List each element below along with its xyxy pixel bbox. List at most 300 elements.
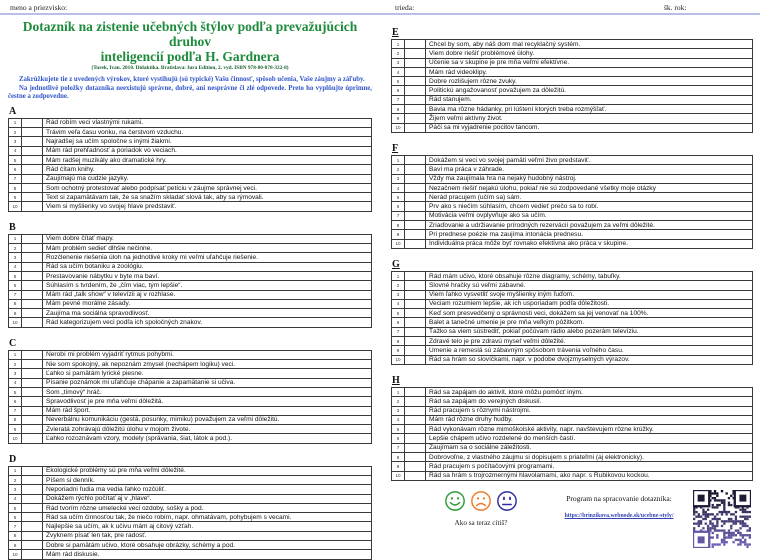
answer-cell[interactable] [22, 541, 43, 550]
row-number: 8 [392, 105, 405, 114]
table-row [9, 387, 372, 396]
answer-cell[interactable] [22, 406, 43, 415]
answer-cell[interactable] [405, 123, 426, 132]
statement-text: Bavia ma rôzne hádanky, pri lúštení ktorých treba rozmýšľať. [426, 105, 753, 114]
section-table [8, 350, 372, 444]
row-number: 5 [392, 425, 405, 434]
statement-text: Rád mám učivo, ktoré obsahuje rôzne diagramy, schémy, tabuľky. [426, 271, 753, 280]
table-row [392, 309, 753, 318]
school-year-label: šk. rok: [664, 3, 687, 12]
answer-cell[interactable] [405, 462, 426, 471]
answer-cell[interactable] [22, 193, 43, 202]
statement-text: Mám problém sedieť dlhšie nečinne. [43, 244, 372, 253]
answer-cell[interactable] [22, 397, 43, 406]
table-row [392, 86, 753, 95]
statement-text: Ekologické problémy sú pre mňa veľmi dôležité. [43, 466, 372, 475]
sad-smiley-icon [470, 490, 492, 512]
statement-text: Individuálna práca môže byť rovnako efektívna ako práca v skupine. [426, 239, 753, 248]
table-row [392, 49, 753, 58]
statement-text: Rád sa hrám so slovíčkami, napr. v podobe dvojzmyselných výrazov. [426, 355, 753, 364]
statement-text: Rád tvorím rôzne umelecké veci ozdoby, sošky a pod. [43, 503, 372, 512]
section-letter: D [9, 453, 17, 465]
answer-cell[interactable] [405, 40, 426, 49]
table-row [392, 271, 753, 280]
row-number: 2 [392, 281, 405, 290]
table-row [9, 485, 372, 494]
table-row [9, 299, 372, 308]
answer-cell[interactable] [22, 522, 43, 531]
answer-cell[interactable] [22, 485, 43, 494]
answer-cell[interactable] [22, 350, 43, 359]
answer-cell[interactable] [405, 239, 426, 248]
answer-cell[interactable] [405, 155, 426, 164]
row-number: 7 [9, 406, 22, 415]
table-row [392, 397, 753, 406]
statement-text: Ľahko si pamätám lyrické piesne. [43, 369, 372, 378]
answer-cell[interactable] [22, 299, 43, 308]
program-block [545, 490, 693, 522]
table-row [9, 155, 372, 164]
answer-cell[interactable] [22, 503, 43, 512]
table-row [392, 290, 753, 299]
section-table [8, 466, 372, 560]
table-row [9, 174, 372, 183]
answer-cell[interactable] [405, 355, 426, 364]
statement-text: Spravodlivosť je pre mňa veľmi dôležitá. [43, 397, 372, 406]
answer-cell[interactable] [22, 118, 43, 127]
table-row [392, 318, 753, 327]
statement-text: Rád sa hrám s trojrozmernými hlavolamami, ako napr. s Rubikovou kockou. [426, 471, 753, 480]
answer-cell[interactable] [405, 230, 426, 239]
row-number: 6 [9, 397, 22, 406]
table-row [9, 513, 372, 522]
row-number: 10 [9, 434, 22, 443]
table-row [392, 123, 753, 132]
statement-text: Zaujímam sa o sociálne záležitosti. [426, 443, 753, 452]
row-number: 9 [9, 541, 22, 550]
section-E [391, 27, 753, 133]
answer-cell[interactable] [22, 174, 43, 183]
statement-text: Dokážem si veci vo svojej pamäti veľmi živo predstaviť. [426, 155, 753, 164]
statement-text: Rád čítam knihy. [43, 165, 372, 174]
statement-text: Zaujíma ma sociálna spravodlivosť. [43, 309, 372, 318]
row-number: 10 [392, 239, 405, 248]
row-number: 2 [9, 475, 22, 484]
statement-text: Písanie poznámok mi uľahčuje chápanie a zapamätanie si učiva. [43, 378, 372, 387]
row-number: 4 [9, 494, 22, 503]
row-number: 2 [9, 244, 22, 253]
answer-cell[interactable] [22, 155, 43, 164]
table-row [392, 114, 753, 123]
statement-text: Viem ľahko vysvetliť svoje myšlienky iným ľuďom. [426, 290, 753, 299]
statement-text: Ťažko sa viem sústrediť, pokiaľ počúvam rádio alebo pozerám televíziu. [426, 327, 753, 336]
page-title-line2: inteligencií podľa H. Gardnera [100, 49, 280, 65]
table-row [9, 137, 372, 146]
neutral-smiley-icon [496, 490, 518, 512]
answer-cell[interactable] [405, 397, 426, 406]
statement-text: Slovné hračky sú veľmi zábavné. [426, 281, 753, 290]
answer-cell[interactable] [405, 77, 426, 86]
answer-cell[interactable] [405, 425, 426, 434]
table-row [392, 462, 753, 471]
mood-question: Ako sa teraz cítiš? [454, 518, 508, 527]
answer-cell[interactable] [405, 346, 426, 355]
table-row [9, 369, 372, 378]
statement-text: Som „tímový“ hráč. [43, 387, 372, 396]
row-number: 10 [392, 355, 405, 364]
statement-text: Rád stanujem. [426, 95, 753, 104]
table-row [9, 522, 372, 531]
table-row [392, 355, 753, 364]
section-letter: A [9, 105, 17, 117]
table-row [392, 406, 753, 415]
row-number: 2 [9, 360, 22, 369]
row-number: 3 [9, 485, 22, 494]
statement-text: Dobrovoľne, z vlastného záujmu si dopisujem s priateľmi (aj elektronicky). [426, 452, 753, 461]
answer-cell[interactable] [405, 95, 426, 104]
instruction-paragraph-2: Na jednotlivé položky dotazníka neexistujú správne, dobré, ani nesprávne či zlé odpovede. Preto ho vyplňujte úprimne, čestne a zodpovedne. [8, 84, 372, 101]
statement-text: Ľahko rozoznávam vzory, modely (správania, šiat, látok a pod.). [43, 434, 372, 443]
section-letter: B [9, 221, 16, 233]
answer-cell[interactable] [405, 58, 426, 67]
row-number: 6 [392, 86, 405, 95]
table-row [392, 58, 753, 67]
table-row [9, 318, 372, 327]
section-letter: E [392, 27, 399, 38]
statement-text: Keď som presvedčený o správnosti veci, dokážem sa jej venovať na 100%. [426, 309, 753, 318]
statement-text: Lepšie chápem učivo rozdelené do menších častí. [426, 434, 753, 443]
statement-text: Rozčlenenie riešenia úloh na jednotlivé kroky mi veľmi uľahčuje riešenie. [43, 253, 372, 262]
table-row [9, 262, 372, 271]
table-row [9, 406, 372, 415]
table-row [9, 183, 372, 192]
footer [391, 490, 753, 553]
row-number: 7 [9, 174, 22, 183]
row-number: 10 [9, 202, 22, 211]
answer-cell[interactable] [22, 146, 43, 155]
statement-text: Mám rád videoklipy. [426, 67, 753, 76]
mood-block [417, 490, 545, 527]
table-row [9, 193, 372, 202]
row-number: 1 [392, 155, 405, 164]
table-row [392, 174, 753, 183]
row-number: 5 [392, 309, 405, 318]
statement-text: Prv ako s niečím súhlasím, chcem vedieť prečo sa to robí. [426, 202, 753, 211]
statement-text: Učenie sa v skupine je pre mňa veľmi efektívne. [426, 58, 753, 67]
answer-cell[interactable] [22, 513, 43, 522]
row-number: 8 [9, 183, 22, 192]
answer-cell[interactable] [405, 471, 426, 480]
statement-text: Rád vykonávam rôzne mimoškolské aktivity, napr. navštevujem rôzne krúžky. [426, 425, 753, 434]
statement-text: Baví ma práca v záhrade. [426, 165, 753, 174]
answer-cell[interactable] [22, 309, 43, 318]
table-row [392, 77, 753, 86]
row-number: 7 [9, 290, 22, 299]
statement-text: Mám rád rôzne druhy hudby. [426, 415, 753, 424]
answer-cell[interactable] [22, 434, 43, 443]
row-number: 9 [9, 193, 22, 202]
answer-cell[interactable] [22, 415, 43, 424]
statement-text: Vždy ma zaujímala hra na nejaký hudobný nástroj. [426, 174, 753, 183]
answer-cell[interactable] [405, 443, 426, 452]
statement-text: Nezačnem riešiť nejakú úlohu, pokiaľ nie sú zodpovedané všetky moje otázky [426, 183, 753, 192]
answer-cell[interactable] [405, 434, 426, 443]
table-row [9, 531, 372, 540]
answer-cell[interactable] [405, 86, 426, 95]
table-row [9, 397, 372, 406]
table-row [9, 165, 372, 174]
table-row [9, 253, 372, 262]
answer-cell[interactable] [405, 309, 426, 318]
answer-cell[interactable] [22, 128, 43, 137]
row-number: 1 [9, 466, 22, 475]
answer-cell[interactable] [22, 271, 43, 280]
answer-cell[interactable] [405, 337, 426, 346]
table-row [392, 434, 753, 443]
answer-cell[interactable] [22, 466, 43, 475]
table-row [392, 221, 753, 230]
statement-text: Zvieratá zohrávajú dôležitú úlohu v mojom živote. [43, 425, 372, 434]
section-letter: C [9, 337, 17, 349]
row-number: 1 [9, 118, 22, 127]
table-row [392, 40, 753, 49]
table-row [9, 541, 372, 550]
row-number: 3 [9, 137, 22, 146]
statement-text: Najlepšie sa učím, ak k učivu mám aj citový vzťah. [43, 522, 372, 531]
statement-text: Najradšej sa učím spoločne s inými žiakmi. [43, 137, 372, 146]
row-number: 4 [392, 183, 405, 192]
row-number: 7 [392, 95, 405, 104]
row-number: 4 [9, 146, 22, 155]
table-row [392, 443, 753, 452]
answer-cell[interactable] [405, 193, 426, 202]
row-number: 9 [392, 114, 405, 123]
answer-cell[interactable] [22, 290, 43, 299]
row-number: 6 [392, 434, 405, 443]
table-row [9, 202, 372, 211]
statement-text: Veciam rozumiem lepšie, ak ich usporiadam podľa dôležitosti. [426, 299, 753, 308]
answer-cell[interactable] [22, 253, 43, 262]
row-number: 7 [392, 211, 405, 220]
row-number: 10 [9, 550, 22, 559]
answer-cell[interactable] [405, 299, 426, 308]
statement-text: Mám rád prehľadnosť a poriadok vo veciach. [43, 146, 372, 155]
row-number: 6 [392, 318, 405, 327]
answer-cell[interactable] [22, 281, 43, 290]
table-row [392, 346, 753, 355]
answer-cell[interactable] [405, 114, 426, 123]
statement-text: Mám rád šport. [43, 406, 372, 415]
row-number: 6 [392, 202, 405, 211]
statement-text: Rád sa zapájam do aktivít, ktoré môžu pomôcť iným. [426, 387, 753, 396]
sections-right [391, 27, 753, 481]
row-number: 10 [392, 471, 405, 480]
sections-left [8, 106, 372, 560]
answer-cell[interactable] [405, 327, 426, 336]
answer-cell[interactable] [405, 271, 426, 280]
header-divider-rule [0, 13, 760, 15]
class-label: trieda: [395, 3, 415, 12]
table-row [392, 105, 753, 114]
page-right [391, 27, 753, 553]
table-row [392, 327, 753, 336]
statement-text: Nerád pracujem (učím sa) sám. [426, 193, 753, 202]
answer-cell[interactable] [22, 165, 43, 174]
row-number: 7 [392, 327, 405, 336]
answer-cell[interactable] [405, 387, 426, 396]
statement-text: Zriaďovanie a udržiavanie prírodných rezervácií považujem za veľmi dôležité. [426, 221, 753, 230]
section-B [8, 222, 372, 328]
table-row [9, 494, 372, 503]
answer-cell[interactable] [22, 234, 43, 243]
answer-cell[interactable] [405, 105, 426, 114]
answer-cell[interactable] [405, 290, 426, 299]
section-table [8, 234, 372, 328]
answer-cell[interactable] [405, 452, 426, 461]
row-number: 5 [392, 193, 405, 202]
table-row [392, 281, 753, 290]
answer-cell[interactable] [405, 49, 426, 58]
row-number: 10 [9, 318, 22, 327]
row-number: 9 [392, 462, 405, 471]
row-number: 8 [392, 337, 405, 346]
row-number: 4 [392, 415, 405, 424]
statement-text: Neverbálnu komunikáciu (gestá, posunky, mimiku) považujem za veľmi dôležitú. [43, 415, 372, 424]
citation-text: (Turek, Ivan. 2010. Didaktika. Bratislava: Iura Edition, 2. vyd. ISBN 978-80-078-322-8) [91, 65, 289, 72]
answer-cell[interactable] [405, 202, 426, 211]
table-row [9, 425, 372, 434]
row-number: 9 [9, 425, 22, 434]
statement-text: Neporiadni ľudia ma vedia ľahko rozčúliť. [43, 485, 372, 494]
statement-text: Mám radšej muzikály ako dramatické hry. [43, 155, 372, 164]
table-row [9, 128, 372, 137]
statement-text: Zvyknem písať len tak, pre radosť. [43, 531, 372, 540]
statement-text: Rád robím veci vlastnými rukami. [43, 118, 372, 127]
program-label: Program na spracovanie dotazníka: [566, 493, 672, 503]
section-G [391, 259, 753, 365]
table-row [392, 299, 753, 308]
table-row [9, 415, 372, 424]
row-number: 1 [392, 387, 405, 396]
row-number: 1 [9, 234, 22, 243]
answer-cell[interactable] [405, 221, 426, 230]
answer-cell[interactable] [22, 318, 43, 327]
answer-cell[interactable] [22, 425, 43, 434]
qr-code [693, 490, 753, 553]
section-table [391, 155, 753, 249]
answer-cell[interactable] [22, 360, 43, 369]
statement-text: Zdravé telo je pre zdravú myseľ veľmi dôležité. [426, 337, 753, 346]
row-number: 9 [392, 230, 405, 239]
statement-text: Zaujímajú ma cudzie jazyky. [43, 174, 372, 183]
table-row [392, 387, 753, 396]
answer-cell[interactable] [405, 415, 426, 424]
table-row [9, 378, 372, 387]
table-row [9, 475, 372, 484]
answer-cell[interactable] [405, 67, 426, 76]
answer-cell[interactable] [22, 475, 43, 484]
row-number: 5 [9, 387, 22, 396]
row-number: 7 [392, 443, 405, 452]
row-number: 3 [392, 58, 405, 67]
answer-cell[interactable] [22, 183, 43, 192]
table-row [392, 425, 753, 434]
statement-text: Rád pracujem s počítačovými programami. [426, 462, 753, 471]
answer-cell[interactable] [22, 369, 43, 378]
answer-cell[interactable] [22, 137, 43, 146]
statement-text: Dobre rozlišujem rôzne zvuky. [426, 77, 753, 86]
answer-cell[interactable] [405, 406, 426, 415]
statement-text: Súhlasím s tvrdením, že „čím viac, tým lepšie“. [43, 281, 372, 290]
table-row [392, 415, 753, 424]
answer-cell[interactable] [405, 165, 426, 174]
section-letter: G [392, 258, 400, 270]
statement-text: Viem si myšlienky vo svojej hlave predstaviť. [43, 202, 372, 211]
answer-cell[interactable] [22, 202, 43, 211]
program-link[interactable]: https://brinzikova.webnode.sk/ucebne-styly/ [564, 512, 674, 519]
table-row [392, 67, 753, 76]
statement-text: Nerobí mi problém vyjadriť rytmus pohybmi. [43, 350, 372, 359]
answer-cell[interactable] [405, 281, 426, 290]
row-number: 8 [9, 299, 22, 308]
answer-cell[interactable] [22, 244, 43, 253]
answer-cell[interactable] [22, 262, 43, 271]
answer-cell[interactable] [405, 318, 426, 327]
statement-text: Mám rád diskusie. [43, 550, 372, 559]
table-row [9, 271, 372, 280]
answer-cell[interactable] [22, 494, 43, 503]
table-row [392, 183, 753, 192]
answer-cell[interactable] [405, 183, 426, 192]
table-row [9, 434, 372, 443]
row-number: 3 [9, 369, 22, 378]
row-number: 10 [392, 123, 405, 132]
section-H [391, 375, 753, 481]
row-number: 4 [9, 262, 22, 271]
table-row [9, 309, 372, 318]
answer-cell[interactable] [405, 211, 426, 220]
table-row [392, 165, 753, 174]
table-row [392, 230, 753, 239]
section-table [391, 39, 753, 133]
row-number: 9 [9, 309, 22, 318]
table-row [9, 290, 372, 299]
row-number: 2 [392, 49, 405, 58]
statement-text: Viem dobre čítať mapy. [43, 234, 372, 243]
page-title-line1: Dotazník na zistenie učebných štýlov podľa prevažujúcich druhov [22, 19, 358, 50]
row-number: 7 [9, 522, 22, 531]
statement-text: Rád sa učím botaniku a zoológiu. [43, 262, 372, 271]
table-row [392, 211, 753, 220]
answer-cell[interactable] [22, 531, 43, 540]
statement-text: Rád pracujem s rôznymi nástrojmi. [426, 406, 753, 415]
table-row [9, 281, 372, 290]
table-row [392, 193, 753, 202]
row-number: 1 [392, 40, 405, 49]
table-row [9, 350, 372, 359]
answer-cell[interactable] [22, 387, 43, 396]
answer-cell[interactable] [405, 174, 426, 183]
row-number: 4 [392, 67, 405, 76]
statement-text: Umenie a remeslá sú zábavným spôsobom trávenia voľného času. [426, 346, 753, 355]
answer-cell[interactable] [22, 378, 43, 387]
section-A [8, 106, 372, 212]
instruction-paragraph-1: Zakrúžkujete tie z uvedených výrokov, ktoré vystihujú (sú typické) Vašu činnosť, spôsob učenia, Vaše záujmy a záľuby. [19, 76, 365, 84]
statement-text: Trávim veľa času vonku, na čerstvom vzduchu. [43, 128, 372, 137]
statement-text: Žijem veľmi aktívny život. [426, 114, 753, 123]
statement-text: Nie som spokojný, ak nepoznám zmysel (nechápem logiku) veci. [43, 360, 372, 369]
table-row [392, 202, 753, 211]
